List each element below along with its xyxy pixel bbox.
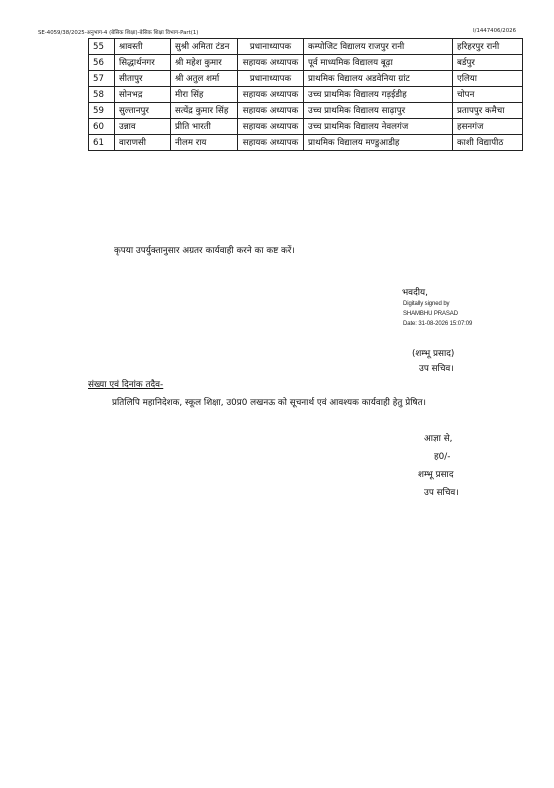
cell-name: मीरा सिंह xyxy=(171,87,238,103)
cell-no: 55 xyxy=(89,39,115,55)
cell-designation: सहायक अध्यापक xyxy=(238,55,304,71)
cell-designation: सहायक अध्यापक xyxy=(238,135,304,151)
cell-no: 59 xyxy=(89,103,115,119)
cell-name: सुश्री अमिता टंडन xyxy=(171,39,238,55)
copy-forward-text: प्रतिलिपि महानिदेशक, स्कूल शिक्षा, उ0प्र0 लखनऊ को सूचनार्थ एवं आवश्यक कार्यवाही हेतु प्रेषित। xyxy=(112,398,426,408)
cell-no: 61 xyxy=(89,135,115,151)
cell-name: नीलम राय xyxy=(171,135,238,151)
cell-district: वाराणसी xyxy=(115,135,171,151)
cell-district: उन्नाव xyxy=(115,119,171,135)
cell-no: 57 xyxy=(89,71,115,87)
table-row xyxy=(89,119,523,135)
cell-school: कम्पोजिट विद्यालय राजपुर रानी xyxy=(304,39,453,55)
cell-block: चोपन xyxy=(453,87,523,103)
order-signatory-designation: उप सचिव। xyxy=(424,488,459,498)
cell-district: सोनभद्र xyxy=(115,87,171,103)
document-header-number: I/1447406/2026 xyxy=(473,28,516,34)
document-header-reference: SE-4059/38/2025-अनुभाग-4 (बेसिक शिक्षा)-बेसिक शिक्षा विभाग-Part(1) xyxy=(38,30,199,36)
digital-signature-date: Date: 31-08-2026 15:07:09 xyxy=(403,321,473,327)
cell-no: 56 xyxy=(89,55,115,71)
order-line: आज्ञा से, xyxy=(424,434,453,444)
table-row xyxy=(89,103,523,119)
table-row xyxy=(89,71,523,87)
reference-line: संख्या एवं दिनांक तदैव- xyxy=(88,380,164,390)
table-row xyxy=(89,87,523,103)
order-signatory-name: शम्भू प्रसाद xyxy=(418,470,454,480)
table-row xyxy=(89,39,523,55)
cell-name: सत्येंद्र कुमार सिंह xyxy=(171,103,238,119)
cell-designation: प्रधानाध्यापक xyxy=(238,71,304,87)
signed-mark: ह0/- xyxy=(434,452,451,462)
cell-district: सुल्तानपुर xyxy=(115,103,171,119)
digital-signature-line: Digitally signed by xyxy=(403,301,450,307)
cell-block: प्रतापपुर कमैचा xyxy=(453,103,523,119)
cell-block: बर्डपुर xyxy=(453,55,523,71)
teacher-list-table xyxy=(88,38,523,151)
table-row xyxy=(89,135,523,151)
request-note: कृपया उपर्युक्तानुसार अग्रतर कार्यवाही करने का कष्ट करें। xyxy=(114,246,295,256)
digital-signature-block xyxy=(403,299,472,329)
salutation: भवदीय, xyxy=(402,288,428,298)
cell-district: सिद्धार्थनगर xyxy=(115,55,171,71)
cell-designation: सहायक अध्यापक xyxy=(238,103,304,119)
cell-name: श्री अतुल शर्मा xyxy=(171,71,238,87)
cell-block: हरिहरपुर रानी xyxy=(453,39,523,55)
signatory-name: (शम्भू प्रसाद) xyxy=(412,349,455,359)
cell-designation: सहायक अध्यापक xyxy=(238,119,304,135)
cell-school: उच्च प्राथमिक विद्यालय साढ़ापुर xyxy=(304,103,453,119)
digital-signature-signer: SHAMBHU PRASAD xyxy=(403,311,458,317)
cell-district: श्रावस्ती xyxy=(115,39,171,55)
cell-designation: प्रधानाध्यापक xyxy=(238,39,304,55)
cell-designation: सहायक अध्यापक xyxy=(238,87,304,103)
cell-school: उच्च प्राथमिक विद्यालय नेवलगंज xyxy=(304,119,453,135)
cell-block: हसनगंज xyxy=(453,119,523,135)
cell-school: पूर्व माध्यमिक विद्यालय बूढ़ा xyxy=(304,55,453,71)
cell-school: प्राथमिक विद्यालय मण्डुआडीह xyxy=(304,135,453,151)
cell-no: 60 xyxy=(89,119,115,135)
cell-block: काशी विद्यापीठ xyxy=(453,135,523,151)
signatory-designation: उप सचिव। xyxy=(419,364,454,374)
cell-name: श्री महेश कुमार xyxy=(171,55,238,71)
cell-district: सीतापुर xyxy=(115,71,171,87)
cell-no: 58 xyxy=(89,87,115,103)
table-body xyxy=(89,39,523,151)
cell-block: एलिया xyxy=(453,71,523,87)
cell-school: प्राथमिक विद्यालय अडवेनिया ग्रांट xyxy=(304,71,453,87)
table-row xyxy=(89,55,523,71)
cell-school: उच्च प्राथमिक विद्यालय गड़ईडीह xyxy=(304,87,453,103)
cell-name: प्रीति भारती xyxy=(171,119,238,135)
